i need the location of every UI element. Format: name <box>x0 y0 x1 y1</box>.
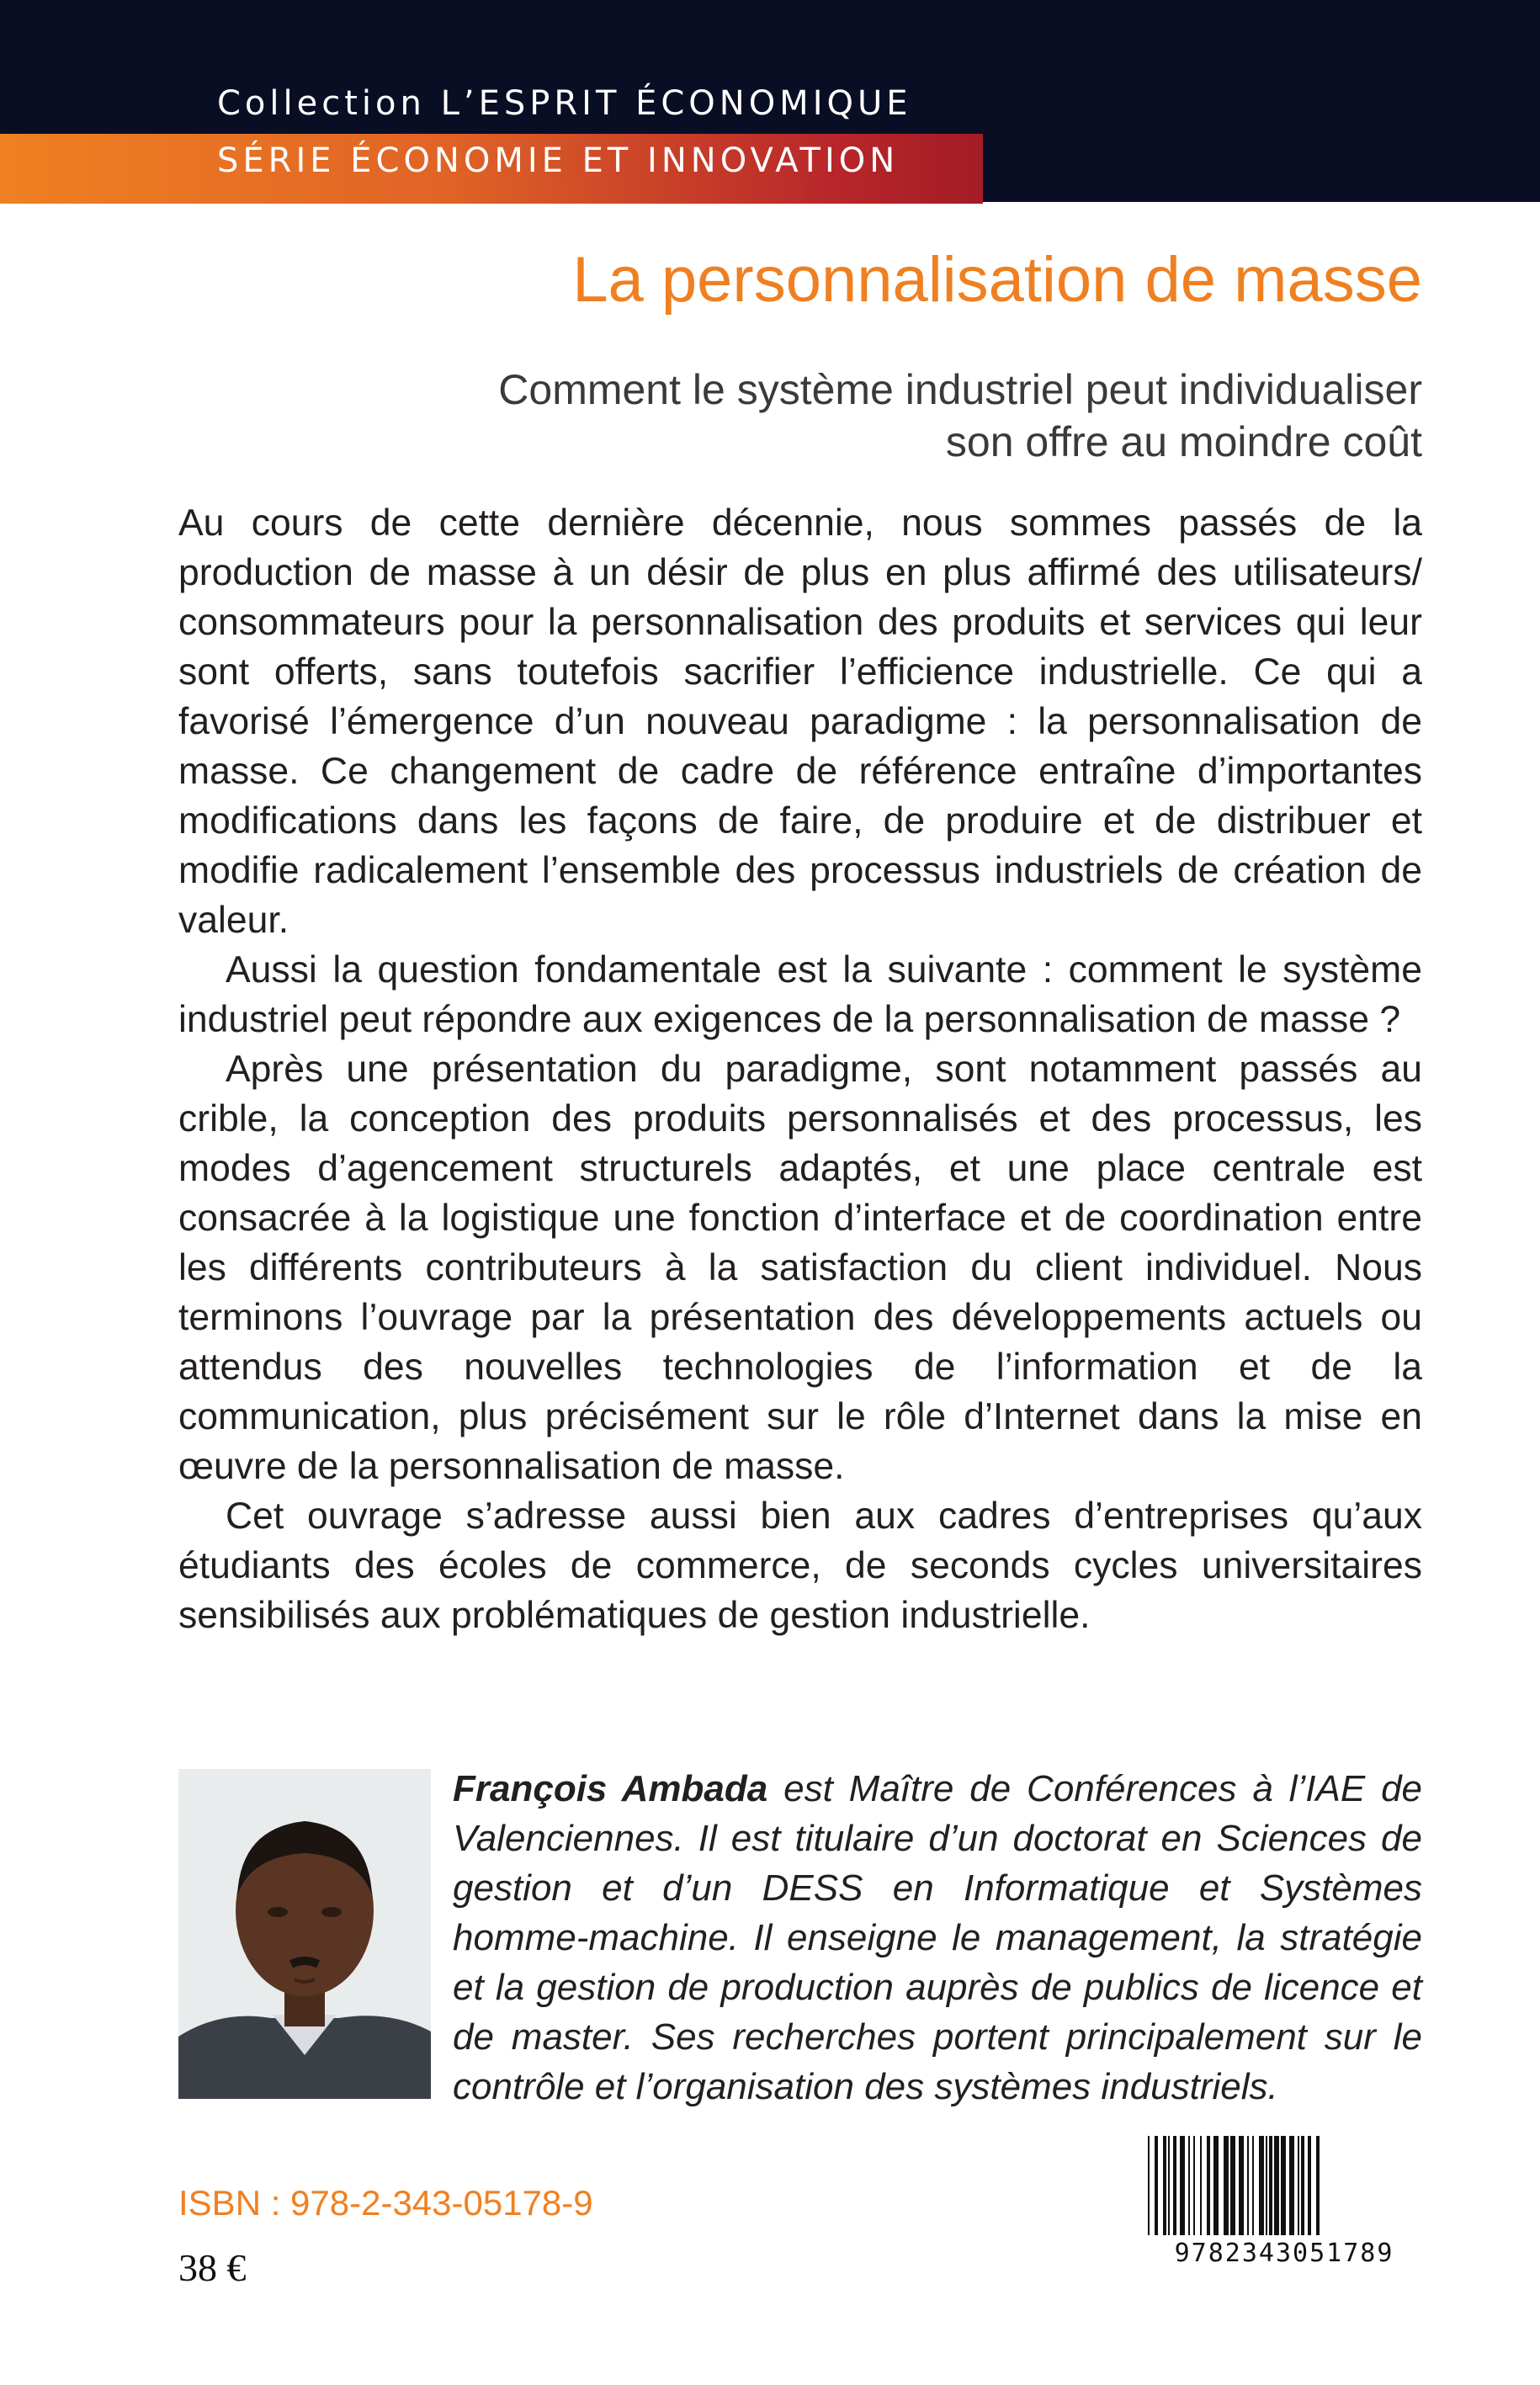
barcode-bar <box>1230 2136 1235 2235</box>
book-subtitle <box>328 364 1422 468</box>
barcode-bar <box>1168 2136 1170 2235</box>
isbn: ISBN : 978-2-343-05178-9 <box>178 2183 593 2223</box>
barcode-bar <box>1213 2136 1219 2235</box>
blurb-paragraph-1: Au cours de cette dernière décennie, nous sommes passés de la production de masse à un désir de plus en plus affirmé des utilisateurs/ consommateurs pour la personnalisation des produits et services qui leur sont offerts, sans toutefois sacrifier l’efficience industrielle. Ce qui a favorisé l’émergence d’un nouveau paradigme : la personnalisation de masse. Ce changement de cadre de référence entraîne d’importantes modifications dans les façons de faire, de produire et de distribuer et modifie radicalement l’ensemble des processus industriels de création de valeur. <box>178 502 1422 941</box>
blurb-paragraph-4: Cet ouvrage s’adresse aussi bien aux cadres d’entreprises qu’aux étudiants des écoles de commerce, de seconds cycles universitaires sensibilisés aux problématiques de gestion industrielle. <box>178 1495 1422 1636</box>
author-bio <box>453 1764 1422 2111</box>
barcode-bar <box>1173 2136 1176 2235</box>
author-portrait-icon <box>178 1769 431 2099</box>
barcode-bar <box>1207 2136 1210 2235</box>
collection-name: Collection L’ESPRIT ÉCONOMIQUE <box>217 84 912 123</box>
barcode-bar <box>1163 2136 1166 2235</box>
barcode-bar <box>1188 2136 1190 2235</box>
subtitle-line-2: son offre au moindre coût <box>945 418 1422 465</box>
barcode-bar <box>1281 2136 1286 2235</box>
serie-name: SÉRIE ÉCONOMIE ET INNOVATION <box>217 141 900 180</box>
barcode-bar <box>1269 2136 1272 2235</box>
barcode-bar <box>1252 2136 1254 2235</box>
barcode-bar <box>1224 2136 1229 2235</box>
barcode-bar <box>1266 2136 1267 2235</box>
barcode-bar <box>1239 2136 1244 2235</box>
blurb-paragraph-2: Aussi la question fondamentale est la suivante : comment le système industriel peut répondre aux exigences de la personnalisation de masse ? <box>178 949 1422 1040</box>
barcode-digits: 9782343051789 <box>1174 2239 1394 2268</box>
barcode-bar <box>1289 2136 1294 2235</box>
subtitle-line-1: Comment le système industriel peut individualiser <box>498 366 1422 413</box>
barcode-bar <box>1298 2136 1299 2235</box>
barcode-bar <box>1308 2136 1311 2235</box>
barcode-bar <box>1200 2136 1202 2235</box>
back-cover-blurb <box>178 498 1422 1640</box>
barcode-bar <box>1259 2136 1264 2235</box>
author-photo <box>178 1769 431 2099</box>
blurb-paragraph-3: Après une présentation du paradigme, sont notamment passés au crible, la conception des produits personnalisés et des processus, les modes d’agencement structurels adaptés, et une place centrale est consacrée à la logistique une fonction d’interface et de coordination entre les différents contributeurs à la satisfaction du client individuel. Nous terminons l’ouvrage par la présentation des développements actuels ou attendus des nouvelles technologies de l’information et de la communication, plus précisément sur le rôle d’Internet dans la mise en œuvre de la personnalisation de masse. <box>178 1049 1422 1487</box>
barcode-icon <box>1144 2136 1424 2319</box>
barcode-bar <box>1301 2136 1304 2235</box>
barcode-bar <box>1155 2136 1158 2235</box>
barcode-bar <box>1247 2136 1249 2235</box>
author-name: François Ambada <box>453 1768 768 1809</box>
barcode-bar <box>1274 2136 1279 2235</box>
barcode-bar <box>1148 2136 1150 2235</box>
barcode-bar <box>1193 2136 1195 2235</box>
barcode-bar <box>1180 2136 1185 2235</box>
price: 38 € <box>178 2246 247 2289</box>
author-bio-text: est Maître de Conférences à l’IAE de Valenciennes. Il est titulaire d’un doctorat en Sciences de gestion et d’un DESS en Informatique et Systèmes homme-machine. Il enseigne le management, la stratégie et la gestion de production auprès de publics de licence et de master. Ses recherches portent principalement sur le contrôle et l’organisation des systèmes industriels. <box>453 1768 1423 2107</box>
book-title: La personnalisation de masse <box>572 244 1422 316</box>
barcode-bar <box>1316 2136 1320 2235</box>
